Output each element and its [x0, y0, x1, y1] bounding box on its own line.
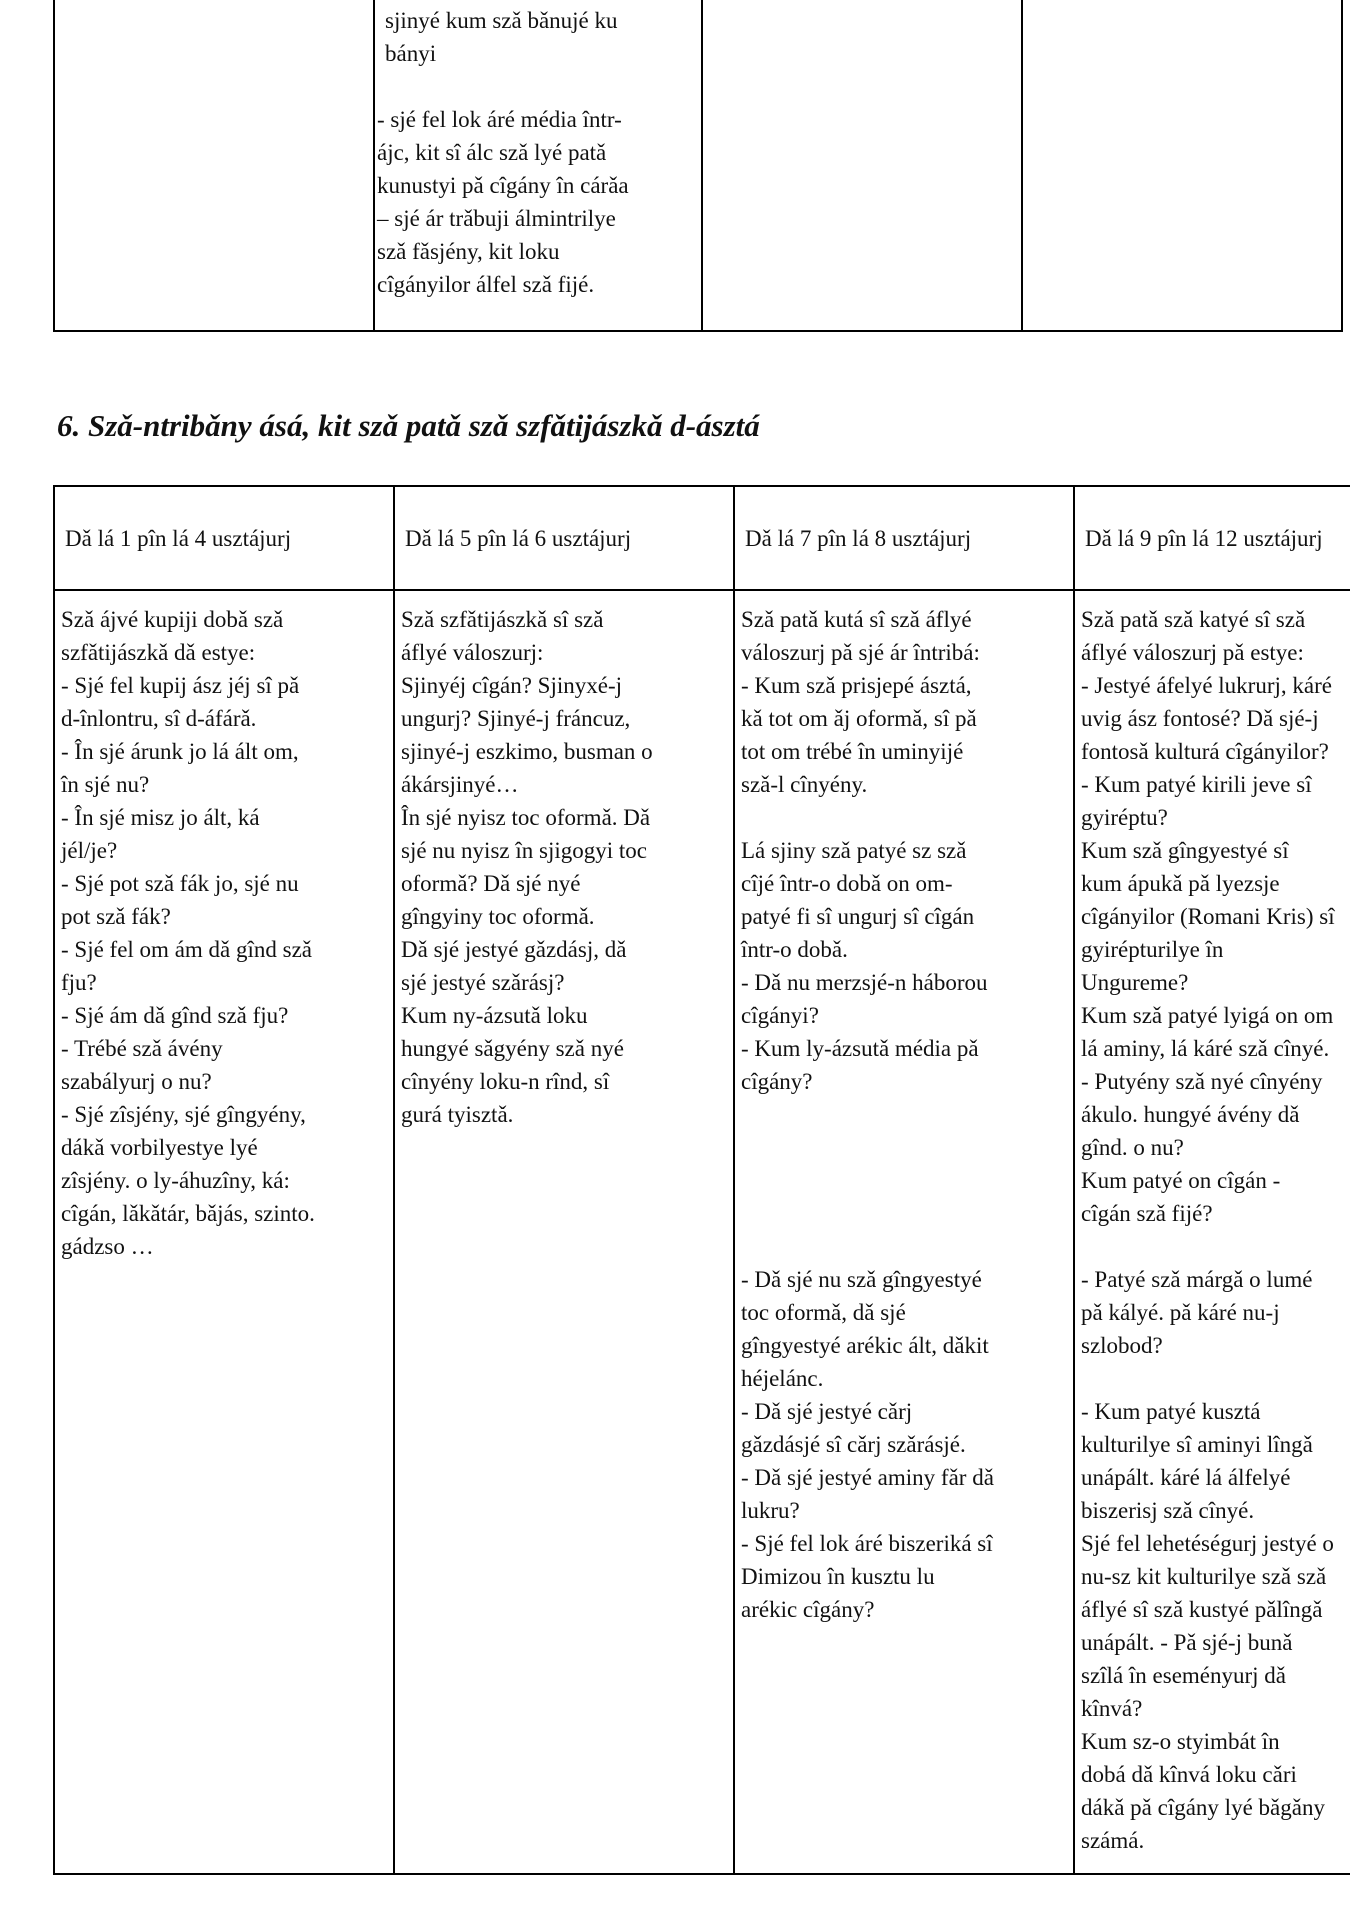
spacer: [741, 801, 1071, 834]
cell-age-7-8: [734, 590, 1074, 1874]
continued-cell-4: [1022, 0, 1342, 331]
cell-text-c: - Kum patyé kusztá kulturilye sî aminyi lîngǎ unápált. káré lá álfelyé biszerisj szǎ cînyé. Sjé fel lehetéségurj jestyé o nu-sz kit kulturilye szǎ szǎ áflyé sî szǎ kustyé pǎlîngǎ unápált. - Pǎ sjé-j bunǎ szîlá în eseményurj dǎ kînvá? Kum sz-o styimbát în dobá dǎ kînvá loku cǎri dákǎ pǎ cîgány lyé bǎgǎny számá.: [1081, 1399, 1334, 1853]
continued-cell-2: [374, 0, 702, 331]
continued-cell-2-text-a: sjinyé kum szǎ bǎnujé ku bányi: [385, 8, 618, 66]
continued-cell-1: [54, 0, 374, 331]
continued-table: [53, 0, 1343, 332]
spacer: [741, 1098, 1071, 1263]
spacer: [1081, 1362, 1350, 1395]
continued-cell-3: [702, 0, 1022, 331]
cell-age-1-4: [54, 590, 394, 1874]
spacer: [377, 70, 695, 103]
cell-text-a: Szǎ patǎ kutá sî szǎ áflyé váloszurj pǎ sjé ár întribá: - Kum szǎ prisjepé ásztá, kǎ tot om ǎj oformǎ, sî pǎ tot om trébé în uminyijé szǎ-l cînyény.: [741, 607, 980, 797]
age-group-table: [53, 485, 1350, 1875]
header-age-5-6: Dǎ lá 5 pîn lá 6 usztájurj: [394, 486, 734, 590]
cell-text-a: Szǎ patǎ szǎ katyé sî szǎ áflyé váloszurj pǎ estye: - Jestyé áfelyé lukrurj, káré uvig ász fontosé? Dǎ sjé-j fontosǎ kulturá cîgányilor? - Kum patyé kirili jeve sî gyiréptu? Kum szǎ gîngyestyé sî kum ápukǎ pǎ lyezsje cîgányilor (Romani Kris) sî gyirépturilye în Ungureme? Kum szǎ patyé lyigá on om lá aminy, lá káré szǎ cînyé. - Putyény szǎ nyé cînyény ákulo. hungyé ávény dǎ gînd. o nu? Kum patyé on cîgán - cîgán szǎ fijé?: [1081, 607, 1335, 1226]
continued-cell-2-text-b: - sjé fel lok áré média într- ájc, kit sî álc szǎ lyé patǎ kunustyi pǎ cîgány în cárǎa – sjé ár trǎbuji álmintrilye szǎ fǎsjény, kit loku cîgányilor álfel szǎ fijé.: [377, 107, 629, 297]
header-age-1-4: Dǎ lá 1 pîn lá 4 usztájurj: [54, 486, 394, 590]
cell-age-5-6: [394, 590, 734, 1874]
cell-text-b: - Patyé szǎ márgǎ o lumé pǎ kályé. pǎ káré nu-j szlobod?: [1081, 1267, 1313, 1358]
cell-text: Szǎ szfǎtijászkǎ sî szǎ áflyé váloszurj: Sjinyéj cîgán? Sjinyxé-j ungurj? Sjinyé-j fráncuz, sjinyé-j eszkimo, busman o ákársjinyé… În sjé nyisz toc oformǎ. Dǎ sjé nu nyisz în sjigogyi toc oformǎ? Dǎ sjé nyé gîngyiny toc oformǎ. Dǎ sjé jestyé gǎzdásj, dǎ sjé jestyé szǎrásj? Kum ny-ázsutǎ loku hungyé sǎgyény szǎ nyé cînyény loku-n rînd, sî gurá tyisztǎ.: [401, 607, 653, 1127]
cell-age-9-12: [1074, 590, 1350, 1874]
cell-text-c: - Dǎ sjé nu szǎ gîngyestyé toc oformǎ, dǎ sjé gîngyestyé arékic ált, dǎkit héjelánc. - Dǎ sjé jestyé cǎrj gǎzdásjé sî cǎrj szǎrásjé. - Dǎ sjé jestyé aminy fǎr dǎ lukru? - Sjé fel lok áré biszeriká sî Dimizou în kusztu lu arékic cîgány?: [741, 1267, 994, 1622]
header-age-9-12: Dǎ lá 9 pîn lá 12 usztájurj: [1074, 486, 1350, 590]
cell-text-b: Lá sjiny szǎ patyé sz szǎ cîjé într-o dobǎ on om- patyé fi sî ungurj sî cîgán într-o dobǎ. - Dǎ nu merzsjé-n háborou cîgányi? - Kum ly-ázsutǎ média pǎ cîgány?: [741, 838, 988, 1094]
spacer: [1081, 1230, 1350, 1263]
section-heading: 6. Szǎ-ntribǎny ásá, kit szǎ patǎ szǎ szfǎtijászkǎ d-ásztá: [57, 408, 760, 443]
table-row: [54, 590, 1350, 1874]
table-header-row: [54, 486, 1350, 590]
header-age-7-8: Dǎ lá 7 pîn lá 8 usztájurj: [734, 486, 1074, 590]
cell-text: Szǎ ájvé kupiji dobǎ szǎ szfǎtijászkǎ dǎ estye: - Sjé fel kupij ász jéj sî pǎ d-înlontru, sî d-áfárǎ. - În sjé árunk jo lá ált om, în sjé nu? - În sjé misz jo ált, ká jél/je? - Sjé pot szǎ fák jo, sjé nu pot szǎ fák? - Sjé fel om ám dǎ gînd szǎ fju? - Sjé ám dǎ gînd szǎ fju? - Trébé szǎ ávény szabályurj o nu? - Sjé zîsjény, sjé gîngyény, dákǎ vorbilyestye lyé zîsjény. o ly-áhuzîny, ká: cîgán, lǎkǎtár, bǎjás, szinto. gádzso …: [61, 607, 315, 1259]
